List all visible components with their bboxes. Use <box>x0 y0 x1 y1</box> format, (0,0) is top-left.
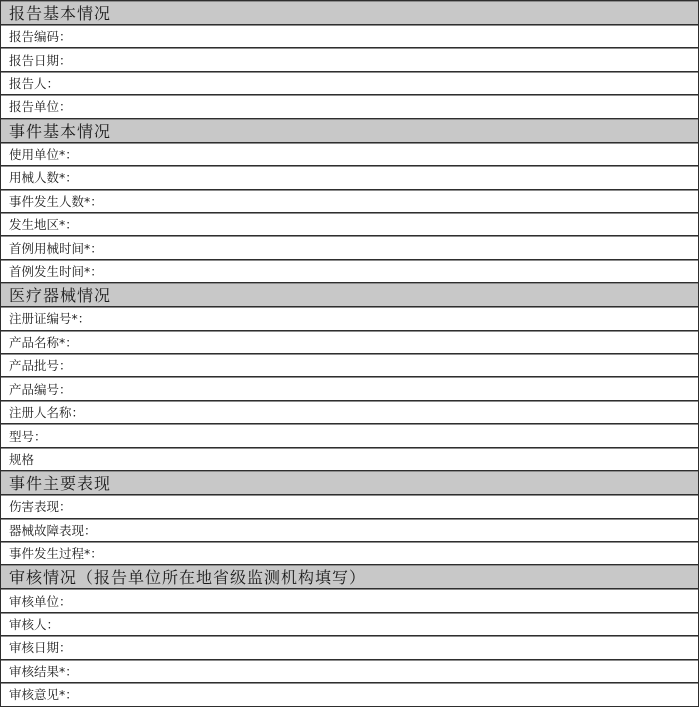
field-reporter[interactable] <box>1 71 699 94</box>
field-device-users-count[interactable] <box>1 166 699 189</box>
field-event-persons-count[interactable] <box>1 189 699 212</box>
field-user-unit[interactable] <box>1 142 699 165</box>
field-first-use-time[interactable] <box>1 236 699 259</box>
field-label: 事件发生人数*： <box>1 189 699 212</box>
field-label: 审核单位： <box>1 589 699 612</box>
field-reporting-unit[interactable] <box>1 95 699 118</box>
field-report-code[interactable] <box>1 25 699 48</box>
section-header-event-manifestation <box>1 471 699 495</box>
section-title: 医疗器械情况 <box>1 283 699 307</box>
field-label: 事件发生过程*： <box>1 542 699 565</box>
field-label: 注册证编号*： <box>1 307 699 330</box>
field-label: 报告编码： <box>1 25 699 48</box>
field-label: 首例发生时间*： <box>1 259 699 282</box>
field-label: 产品编号： <box>1 377 699 400</box>
field-registrant-name[interactable] <box>1 400 699 423</box>
field-label: 审核人： <box>1 612 699 635</box>
field-review-unit[interactable] <box>1 589 699 612</box>
field-review-date[interactable] <box>1 636 699 659</box>
section-header-review <box>1 565 699 589</box>
field-event-process[interactable] <box>1 542 699 565</box>
section-title: 报告基本情况 <box>1 1 699 25</box>
field-label: 型号： <box>1 424 699 447</box>
section-header-event-basic <box>1 118 699 142</box>
field-label: 伤害表现： <box>1 495 699 518</box>
field-report-date[interactable] <box>1 48 699 71</box>
field-model[interactable] <box>1 424 699 447</box>
field-product-batch[interactable] <box>1 354 699 377</box>
field-label: 器械故障表现： <box>1 518 699 541</box>
field-product-name[interactable] <box>1 330 699 353</box>
field-label: 报告人： <box>1 71 699 94</box>
field-label: 用械人数*： <box>1 166 699 189</box>
field-registration-number[interactable] <box>1 307 699 330</box>
field-label: 使用单位*： <box>1 142 699 165</box>
field-first-occurrence-time[interactable] <box>1 259 699 282</box>
field-label: 产品批号： <box>1 354 699 377</box>
field-label: 报告单位： <box>1 95 699 118</box>
field-occurrence-region[interactable] <box>1 212 699 235</box>
section-header-report-basic <box>1 1 699 25</box>
section-title: 事件基本情况 <box>1 118 699 142</box>
field-label: 发生地区*： <box>1 212 699 235</box>
field-reviewer[interactable] <box>1 612 699 635</box>
field-product-number[interactable] <box>1 377 699 400</box>
section-title: 事件主要表现 <box>1 471 699 495</box>
field-label: 首例用械时间*： <box>1 236 699 259</box>
field-review-result[interactable] <box>1 659 699 682</box>
field-injury-manifestation[interactable] <box>1 495 699 518</box>
field-device-failure[interactable] <box>1 518 699 541</box>
field-label: 审核日期： <box>1 636 699 659</box>
field-specification[interactable] <box>1 447 699 470</box>
field-label: 注册人名称： <box>1 400 699 423</box>
field-label: 审核结果*： <box>1 659 699 682</box>
field-label: 报告日期： <box>1 48 699 71</box>
field-label: 审核意见*： <box>1 683 699 706</box>
field-label: 规格 <box>1 447 699 470</box>
section-title: 审核情况（报告单位所在地省级监测机构填写） <box>1 565 699 589</box>
field-label: 产品名称*： <box>1 330 699 353</box>
section-header-device-info <box>1 283 699 307</box>
